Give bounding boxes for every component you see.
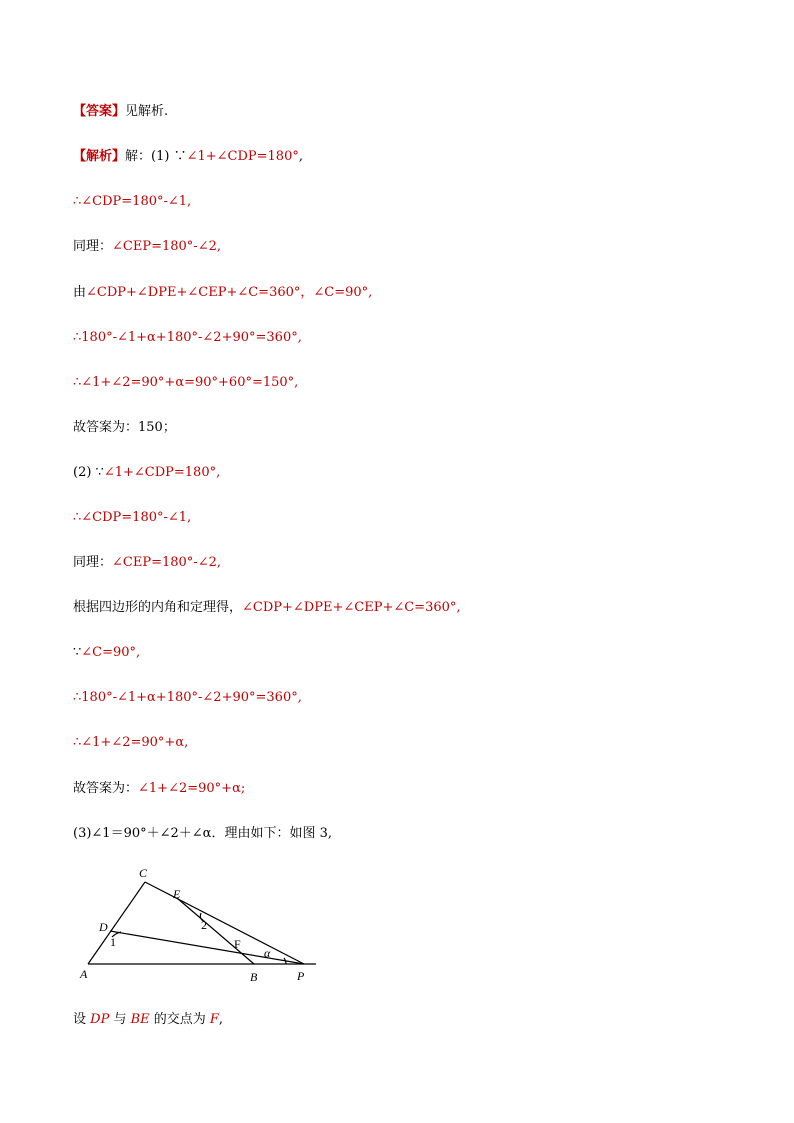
equation: ∠1+∠CDP=180°, [103,465,221,480]
equation: ∠CEP=180°-∠2, [112,239,221,254]
analysis-line-16: (3)∠1＝90°＋∠2＋∠α．理由如下：如图 3, [73,826,332,841]
equation: ∠C=90°, [81,645,141,660]
label-D: D [99,920,108,934]
analysis-line-1: 【解析】解：(1) ∵∠1+∠CDP=180°, [73,149,303,164]
line-CP [145,882,304,964]
label-angle-1: 1 [110,935,116,949]
label-angle-2: 2 [201,918,207,932]
line-prefix: 由 [73,285,87,300]
line-prefix: (2) ∵ [73,465,104,480]
line-prefix: 设 [73,1012,91,1027]
analysis-line-9: ∴∠CDP=180°-∠1, [73,510,192,525]
equation: ∠CEP=180°-∠2, [112,555,221,570]
line-prefix: 同理： [73,239,113,254]
analysis-line-5: ∴180°-∠1+α+180°-∠2+90°=360°, [73,330,302,345]
equation: ∠CDP+∠DPE+∠CEP+∠C=360°, [242,600,461,615]
line-prefix: ∵ [73,645,82,660]
answer-tag: 【答案】 [73,104,126,119]
label-alpha: α [264,946,271,960]
label-B: B [250,970,258,984]
point-F: F [209,1012,219,1027]
analysis-line-14: ∴∠1+∠2=90°+α, [73,735,189,750]
analysis-line-2: ∴∠CDP=180°-∠1, [73,194,192,209]
label-P: P [297,969,305,983]
label-E: E [173,887,181,901]
analysis-tag: 【解析】 [73,149,126,164]
answer-text: 见解析. [125,104,169,119]
analysis-line-13: ∴180°-∠1+α+180°-∠2+90°=360°, [73,690,302,705]
label-F: F [234,937,241,951]
line-prefix: 根据四边形的内角和定理得， [73,600,243,615]
line-AC [88,882,145,964]
line-end: , [218,1012,224,1027]
line-mid: 与 [109,1012,131,1027]
label-C: C [139,866,148,880]
line-EB [177,898,254,964]
segment-DP: DP [90,1012,110,1027]
analysis-line-6: ∴∠1+∠2=90°+α=90°+60°=150°, [73,375,299,390]
line-prefix: 同理： [73,555,113,570]
label-A: A [80,967,88,981]
analysis-line-7: 故答案为：150； [73,420,176,435]
segment-BE: BE [130,1012,150,1027]
line-prefix: 故答案为： [73,781,139,796]
equation: ∠1+∠2=90°+α; [138,781,246,796]
analysis-line-17 [73,1012,223,1028]
line-post: 的交点为 [149,1012,210,1027]
equation: ∠CDP+∠DPE+∠CEP+∠C=360°，∠C=90°, [86,285,373,300]
equation: ∠1+∠CDP=180° [186,149,299,164]
line-DP [110,931,304,964]
analysis-intro: 解：(1) ∵ [125,149,187,164]
